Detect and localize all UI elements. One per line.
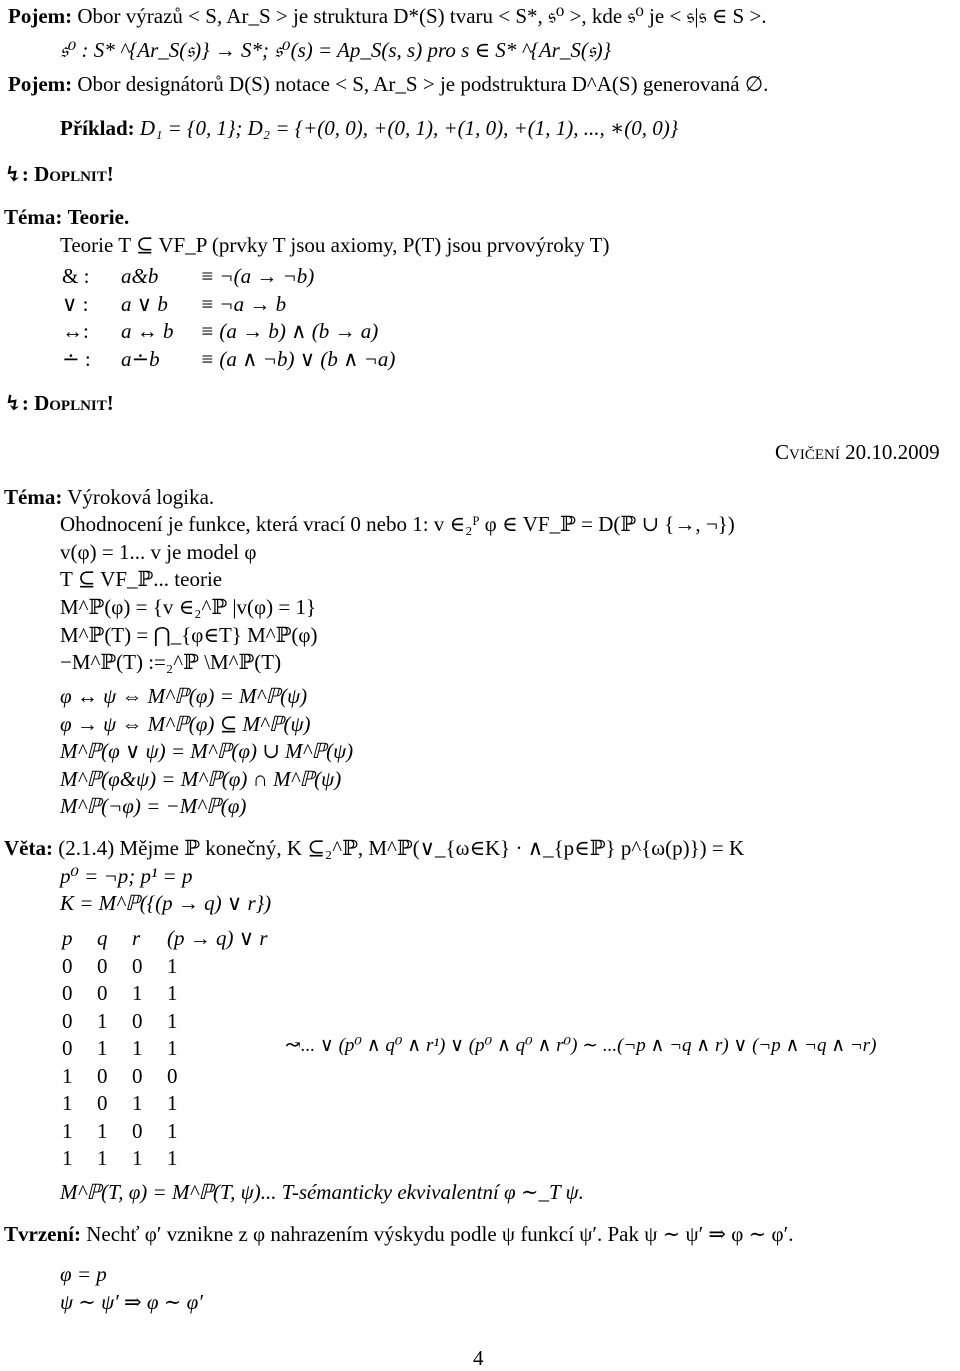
vl-line: M^ℙ(T) = ⋂_{φ∈T} M^ℙ(φ) — [60, 623, 318, 647]
table-header-row: p q r (p → q) ∨ r — [62, 926, 268, 951]
exercise-date: Cvičení 20.10.2009 — [775, 440, 940, 464]
doplnit-note — [4, 391, 114, 416]
table-row: 0 1 1 1 — [62, 1036, 178, 1061]
table-row: 1 1 1 1 — [62, 1146, 178, 1171]
table-row: 0 0 0 1 — [62, 953, 178, 978]
table-row: 1 0 0 0 — [62, 1063, 178, 1088]
doplnit-note — [4, 162, 114, 187]
table-row: 0 0 1 1 — [62, 981, 178, 1006]
vl-line: Ohodnocení je funkce, která vrací 0 nebo 1: v ∈₂ᴾ φ ∈ VF_ℙ = D(ℙ ∪ {→, ¬}) — [60, 512, 735, 536]
table-row: & : a&b ≡ ¬(a → ¬b) — [62, 264, 315, 289]
vl-line: v(φ) = 1... v je model φ — [60, 540, 257, 564]
truth-table — [62, 925, 296, 1173]
proposition-text: Nechť φ′ vznikne z φ nahrazením výskydu podle ψ funkcí ψ′. Pak ψ ∼ ψ′ ⇒ φ ∼ φ′. — [86, 1222, 794, 1246]
tema-title: Teorie. — [67, 205, 130, 229]
proof-line: φ = p — [60, 1262, 107, 1286]
definition-line-1 — [8, 4, 767, 29]
tema-label: Téma: — [4, 205, 63, 229]
definition-line-2: 𝔰⁰ : S* ^{Ar_S(𝔰)} → S*; 𝔰⁰(s) = Ap_S(s, s) pro s ∈ S* ^{Ar_S(𝔰)} — [60, 38, 612, 62]
equivalence-line: M^ℙ(φ&ψ) = M^ℙ(φ) ∩ M^ℙ(ψ) — [60, 767, 342, 791]
doplnit-text: ↯: Doplnit! — [4, 391, 114, 415]
k-definition: K = M^ℙ({(p → q) ∨ r}) — [60, 891, 272, 915]
vl-line: −M^ℙ(T) :=₂^ℙ \M^ℙ(T) — [60, 650, 282, 674]
table-row: ↔: a ↔ b ≡ (a → b) ∧ (b → a) — [62, 319, 379, 344]
tema-label: Téma: — [4, 485, 63, 509]
definition-text: Obor výrazů < S, Ar_S > je struktura D*(S) tvaru < S*, 𝔰⁰ >, kde 𝔰⁰ je < 𝔰|𝔰 ∈ S >. — [77, 4, 767, 28]
semantic-equivalence: M^ℙ(T, φ) = M^ℙ(T, ψ)... T-sémanticky ekvivalentní φ ∼_T ψ. — [60, 1180, 584, 1204]
vl-line: T ⊆ VF_ℙ... teorie — [60, 567, 223, 591]
equivalence-line: φ → ψ ⇔ M^ℙ(φ) ⊆ M^ℙ(ψ) — [60, 712, 311, 736]
theorem-text: (2.1.4) Mějme ℙ konečný, K ⊆₂^ℙ, M^ℙ(∨_{ω∈K} · ∧_{p∈ℙ} p^{ω(p)}) = K — [58, 836, 745, 860]
theory-definition: Teorie T ⊆ VF_P (prvky T jsou axiomy, P(T) jsou prvovýroky T) — [60, 233, 610, 257]
equivalence-line: M^ℙ(¬φ) = −M^ℙ(φ) — [60, 794, 247, 818]
vl-line: M^ℙ(φ) = {v ∈₂^ℙ |v(φ) = 1} — [60, 595, 317, 619]
definition-text: Obor designátorů D(S) notace < S, Ar_S > je podstruktura D^A(S) generovaná ∅. — [77, 72, 769, 96]
priklad-label: Příklad: — [60, 116, 135, 140]
example-line — [60, 116, 678, 141]
pojem-label: Pojem: — [8, 72, 73, 96]
pojem-label: Pojem: — [8, 4, 73, 28]
veta-label: Věta: — [4, 836, 53, 860]
proof-line: ψ ∼ ψ′ ⇒ φ ∼ φ′ — [60, 1290, 203, 1314]
dnf-expression: ↝... ∨ (p⁰ ∧ q⁰ ∧ r¹) ∨ (p⁰ ∧ q⁰ ∧ r⁰) ∼ ...(¬p ∧ ¬q ∧ r) ∨ (¬p ∧ ¬q ∧ ¬r) — [285, 1035, 877, 1056]
example-text: D₁ = {0, 1}; D₂ = {+(0, 0), +(0, 1), +(1, 0), +(1, 1), ..., ∗(0, 0)} — [139, 116, 679, 140]
table-row: ∸ : a∸b ≡ (a ∧ ¬b) ∨ (b ∧ ¬a) — [62, 346, 396, 371]
tema-title: Výroková logika. — [67, 485, 215, 509]
equivalence-line: φ ↔ ψ ⇔ M^ℙ(φ) = M^ℙ(ψ) — [60, 684, 308, 708]
table-row: 0 1 0 1 — [62, 1008, 178, 1033]
topic-theory — [4, 205, 129, 230]
table-row: ∨ : a ∨ b ≡ ¬a → b — [62, 291, 287, 316]
theorem — [4, 836, 744, 861]
table-row: 1 1 0 1 — [62, 1118, 178, 1143]
tvrzeni-label: Tvrzení: — [4, 1222, 81, 1246]
topic-propositional-logic — [4, 485, 214, 510]
table-row: 1 0 1 1 — [62, 1091, 178, 1116]
connectives-table — [62, 263, 404, 373]
proposition — [4, 1222, 793, 1247]
equivalence-line: M^ℙ(φ ∨ ψ) = M^ℙ(φ) ∪ M^ℙ(ψ) — [60, 739, 354, 763]
literal-notation: p⁰ = ¬p; p¹ = p — [60, 864, 193, 888]
page-number: 4 — [473, 1346, 484, 1370]
definition-line-3 — [8, 72, 768, 97]
doplnit-text: ↯: Doplnit! — [4, 162, 114, 186]
